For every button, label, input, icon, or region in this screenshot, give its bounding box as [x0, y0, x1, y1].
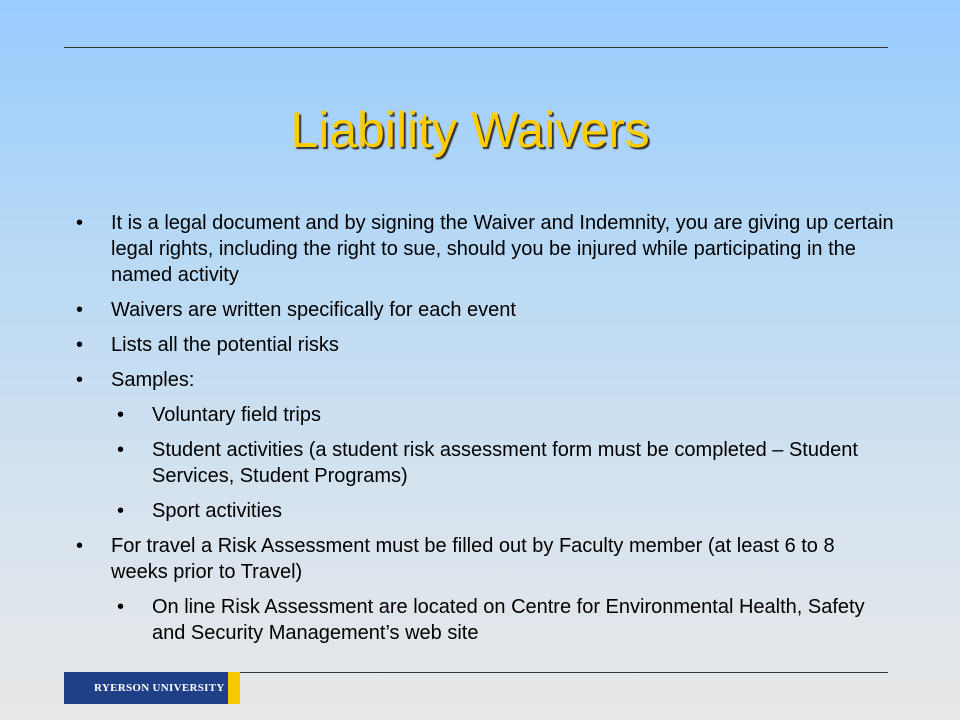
bullet-icon: • [117, 596, 125, 618]
bullet-icon: • [117, 404, 125, 426]
sub-list-item [117, 437, 896, 489]
list-item [76, 332, 896, 358]
bullet-icon: • [76, 334, 84, 356]
list-item-text: Voluntary field trips [152, 404, 321, 426]
list-item [76, 297, 896, 323]
sub-list-item [117, 498, 896, 524]
list-item-text: Lists all the potential risks [111, 334, 339, 356]
list-item-text: It is a legal document and by signing the Waiver and Indemnity, you are giving up certain legal rights, including the right to sue, should you be injured while participating in the named activity [111, 212, 894, 286]
logo-text: RYERSON UNIVERSITY [94, 682, 225, 694]
slide-title: Liability Waivers [290, 102, 650, 158]
list-item-text: Waivers are written specifically for each event [111, 299, 516, 321]
bullet-icon: • [117, 500, 125, 522]
list-item [76, 533, 896, 585]
bottom-divider [240, 672, 888, 673]
bullet-icon: • [117, 439, 125, 461]
list-item-text: For travel a Risk Assessment must be filled out by Faculty member (at least 6 to 8 weeks prior to Travel) [111, 535, 835, 583]
list-item-text: Student activities (a student risk assessment form must be completed – Student Services, Student Programs) [152, 439, 858, 487]
bullet-icon: • [76, 535, 84, 557]
list-item-text: Samples: [111, 369, 195, 391]
bullet-list [76, 210, 896, 655]
bullet-icon: • [76, 212, 84, 234]
top-divider [64, 47, 888, 48]
list-item-text: On line Risk Assessment are located on Centre for Environmental Health, Safety and Security Management’s web site [152, 596, 865, 644]
sub-list-item [117, 594, 896, 646]
list-item-text: Sport activities [152, 500, 283, 522]
sub-list-item [117, 402, 896, 428]
bullet-icon: • [76, 299, 84, 321]
bullet-icon: • [76, 369, 84, 391]
list-item [76, 210, 896, 288]
university-logo [64, 672, 240, 704]
list-item [76, 367, 896, 393]
logo-stripe [228, 672, 240, 704]
